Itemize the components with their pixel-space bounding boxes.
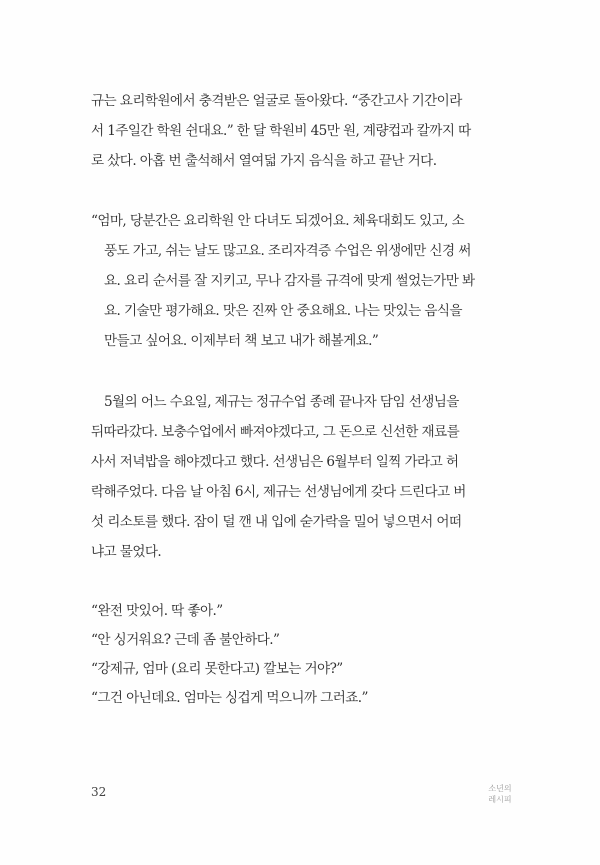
- running-title: [480, 783, 520, 805]
- text-line: 요. 요리 순서를 잘 지키고, 무나 감자를 규격에 맞게 썰었는가만 봐: [104, 273, 475, 289]
- text-line: 사서 저녁밥을 해야겠다고 했다. 선생님은 6월부터 일찍 가라고 허: [91, 454, 459, 470]
- running-title-line-1: 소년의: [488, 784, 512, 793]
- text-line: 뒤따라갔다. 보충수업에서 빠져야겠다고, 그 돈으로 신선한 재료를: [91, 424, 460, 440]
- dialogue-line: “안 싱거워요? 근데 좀 불안하다.”: [91, 632, 280, 648]
- text-line: 만들고 싶어요. 이제부터 책 보고 내가 해볼게요.”: [104, 333, 379, 349]
- running-title-line-2: 레시피: [488, 795, 512, 804]
- dialogue-line: “강제규, 엄마 (요리 못한다고) 깔보는 거야?”: [91, 661, 343, 677]
- dialogue-line: “완전 맛있어. 딱 좋아.”: [91, 603, 223, 619]
- dialogue-line: “그건 아닌데요. 엄마는 싱겁게 먹으니까 그러죠.”: [91, 690, 368, 706]
- text-line: “엄마, 당분간은 요리학원 안 다녀도 되겠어요. 체육대회도 있고, 소: [91, 213, 465, 229]
- text-line: 5월의 어느 수요일, 제규는 정규수업 종례 끝나자 담임 선생님을: [104, 394, 459, 410]
- text-line: 로 샀다. 아홉 번 출석해서 열여덟 가지 음식을 하고 끝난 거다.: [91, 153, 437, 169]
- page-number: 32: [91, 785, 107, 799]
- text-line: 락해주었다. 다음 날 아침 6시, 제규는 선생님에게 갖다 드린다고 버: [91, 484, 466, 500]
- text-line: 풍도 가고, 쉬는 날도 많고요. 조리자격증 수업은 위생에만 신경 써: [104, 243, 471, 259]
- text-line: 요. 기술만 평가해요. 맛은 진짜 안 중요해요. 나는 맛있는 음식을: [104, 303, 462, 319]
- text-line: 냐고 물었다.: [91, 544, 162, 560]
- text-line: 서 1주일간 학원 쉰대요.” 한 달 학원비 45만 원, 계량컵과 칼까지 따: [91, 123, 471, 139]
- text-line: 섯 리소토를 했다. 잠이 덜 깬 내 입에 숟가락을 밀어 넣으면서 어떠: [91, 514, 462, 530]
- text-line: 규는 요리학원에서 충격받은 얼굴로 돌아왔다. “중간고사 기간이라: [91, 93, 462, 109]
